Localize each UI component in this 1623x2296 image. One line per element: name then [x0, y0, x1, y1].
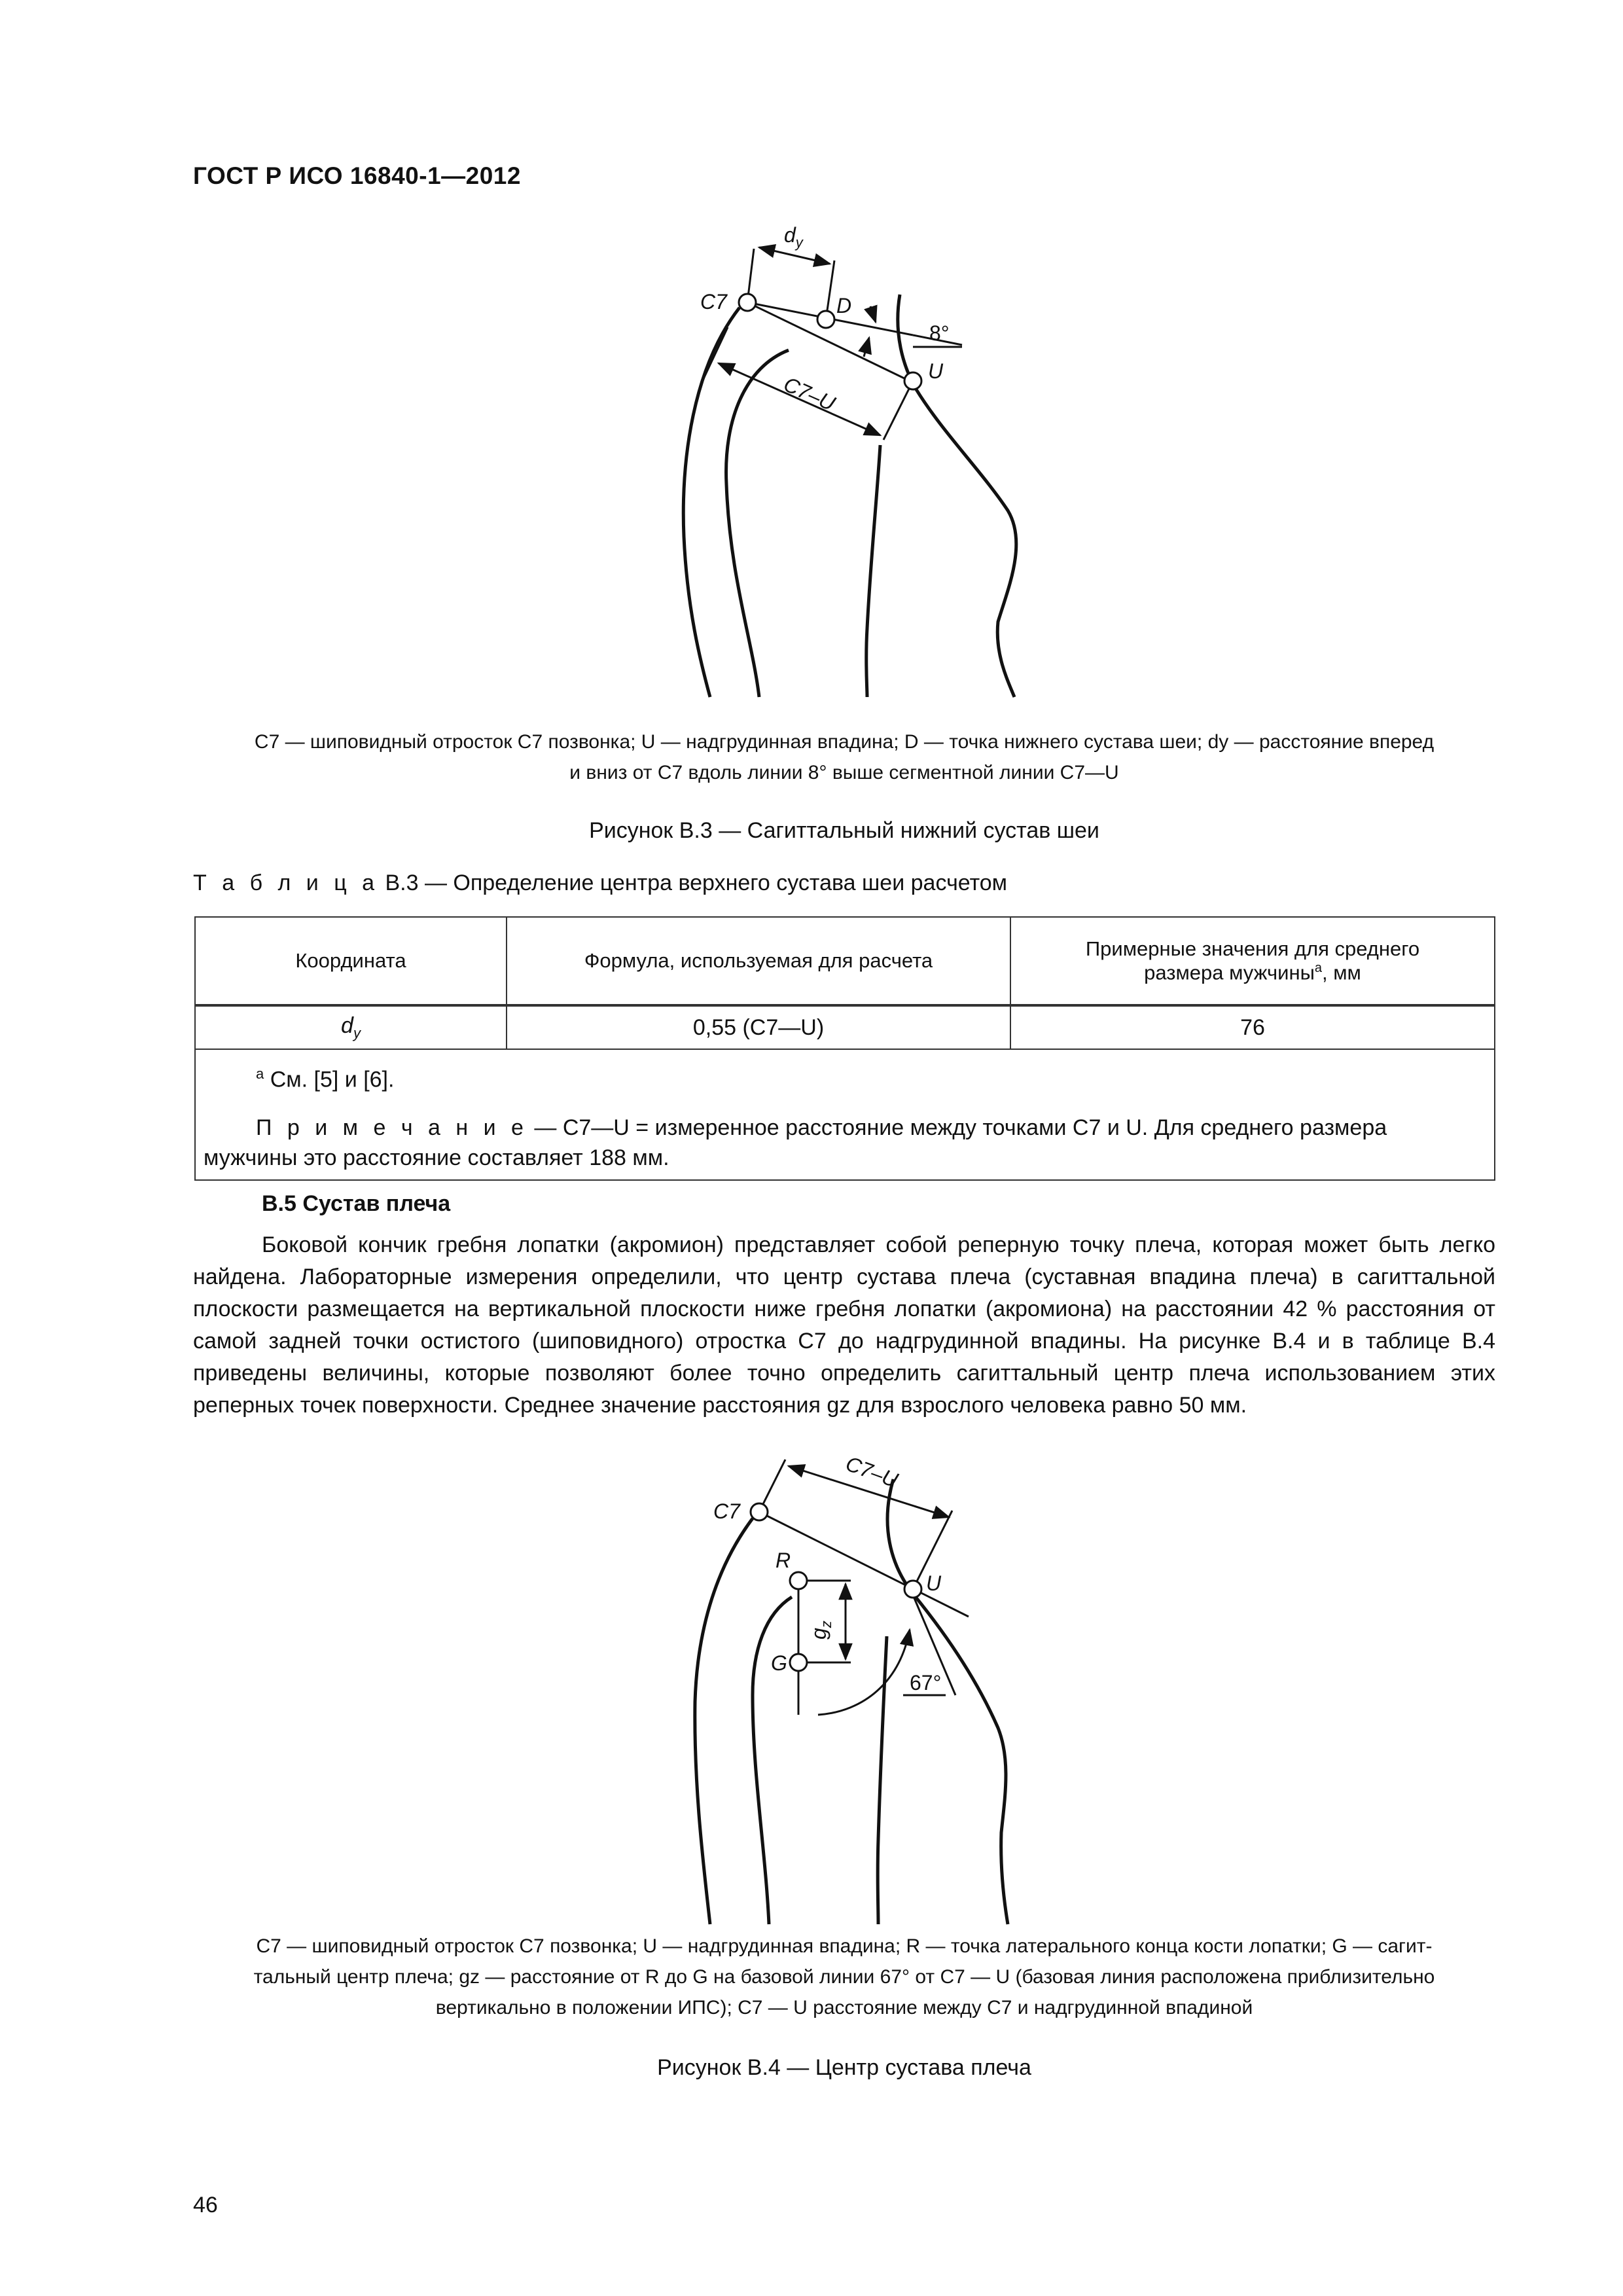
label-r: R: [776, 1549, 791, 1572]
table-title-prefix: Т а б л и ц а: [193, 870, 380, 895]
figure-b4-legend: [193, 1931, 1495, 2023]
figure-b4-caption: Рисунок В.4 — Центр сустава плеча: [657, 2055, 1031, 2080]
footnote-mark: а: [256, 1066, 264, 1082]
inner-arm-contour: [753, 1597, 792, 1924]
point-u: [904, 1581, 921, 1598]
figure-b4-diagram: [0, 1420, 1623, 1931]
table-title: [193, 870, 1007, 896]
point-r: [790, 1572, 807, 1589]
header-value-line2: [1012, 961, 1493, 984]
header-value-text: размера мужчины: [1144, 961, 1315, 984]
header-footnote-mark: а: [1314, 960, 1323, 975]
table-notes: [195, 1049, 1495, 1180]
point-g: [790, 1654, 807, 1671]
document-header: ГОСТ Р ИСО 16840-1—2012: [193, 162, 521, 189]
header-value-unit: , мм: [1322, 961, 1361, 984]
table-notes-row: [195, 1049, 1495, 1180]
label-angle: 8°: [929, 321, 950, 345]
header-value: [1010, 917, 1495, 1005]
table-footnote: [204, 1059, 1486, 1094]
arm-front-contour: [866, 445, 880, 697]
label-u: U: [926, 1571, 942, 1595]
label-d: D: [836, 294, 852, 317]
back-contour: [683, 308, 740, 697]
coord-subscript: y: [353, 1024, 361, 1041]
section-heading: В.5 Сустав плеча: [262, 1191, 451, 1216]
footnote-text: См. [5] и [6].: [264, 1067, 395, 1092]
point-d: [817, 311, 834, 328]
cell-coordinate: [195, 1005, 507, 1049]
figure-b3-caption: Рисунок В.3 — Сагиттальный нижний сустав шеи: [589, 818, 1099, 843]
arm-front-contour: [878, 1636, 887, 1924]
inner-arm-contour: [726, 350, 789, 697]
cell-value: 76: [1010, 1005, 1495, 1049]
label-c7u: C7–U: [780, 372, 839, 416]
label-c7u: C7–U: [842, 1451, 901, 1492]
label-dy: $d_y$: [784, 223, 803, 251]
point-u: [904, 372, 921, 389]
table-note: [204, 1113, 1486, 1173]
label-g: G: [771, 1651, 787, 1675]
coord-symbol: d: [341, 1013, 353, 1039]
point-c7: [739, 294, 756, 311]
table-row: [195, 1005, 1495, 1049]
table-title-text: В.3 — Определение центра верхнего сустава шеи расчетом: [379, 870, 1008, 895]
point-c7: [751, 1503, 768, 1520]
legend-line: C7 — шиповидный отросток C7 позвонка; U — надгрудинная впадина; D — точка нижнего сустава шеи; dy — расстояние вперед: [254, 731, 1435, 753]
header-formula: Формула, используемая для расчета: [507, 917, 1010, 1005]
cell-formula: 0,55 (C7—U): [507, 1005, 1010, 1049]
label-c7: C7: [700, 290, 727, 314]
page-number: 46: [193, 2193, 218, 2217]
header-coordinate: Координата: [195, 917, 507, 1005]
table-header-row: [195, 917, 1495, 1005]
label-gz: $g_z$: [807, 1621, 834, 1640]
label-angle: 67°: [910, 1671, 942, 1695]
table-b3: [194, 916, 1495, 1181]
label-c7: C7: [713, 1499, 740, 1523]
neck-front-contour: [887, 1479, 1008, 1924]
neck-front-contour: [898, 295, 1016, 697]
legend-line: и вниз от C7 вдоль линии 8° выше сегментной линии C7—U: [569, 762, 1119, 783]
legend-line: C7 — шиповидный отросток C7 позвонка; U — надгрудинная впадина; R — точка латерального конца кости лопатки; G — сагит-: [256, 1935, 1433, 1957]
header-value-line1: Примерные значения для среднего: [1085, 937, 1420, 960]
section-paragraph: Боковой кончик гребня лопатки (акромион) представляет собой реперную точку плеча, которая может быть легко найдена. Лабораторные измерения определили, что центр сустава плеча (суставная впадина плеча) в сагиттальной плоскости размещается на вертикальной плоскости ниже гребня лопатки (акромиона) на расстоянии 42 % расстояния от самой задней точки остистого (шиповидного) отростка C7 до надгрудинной впадины. На рисунке В.4 и в таблице В.4 приведены величины, которые позволяют более точно определить сагиттальный центр плеча использованием этих реперных точек поверхности. Среднее значение расстояния gz для взрослого человека равно 50 мм.: [193, 1232, 1495, 1418]
figure-b3-diagram: [0, 0, 1623, 726]
legend-line: тальный центр плеча; gz — расстояние от R до G на базовой линии 67° от C7 — U (базовая линия расположена приблизительно: [253, 1966, 1435, 1988]
figure-b3-legend: [193, 726, 1495, 788]
back-contour: [695, 1518, 753, 1924]
label-u: U: [928, 359, 944, 383]
note-prefix: П р и м е ч а н и е: [256, 1115, 528, 1141]
note-text: — C7—U = измеренное расстояние между точками C7 и U. Для среднего размера мужчины это расстояние составляет 188 мм.: [204, 1115, 1387, 1171]
legend-line: вертикально в положении ИПС); C7 — U расстояние между C7 и надгрудинной впадиной: [435, 1997, 1253, 2018]
